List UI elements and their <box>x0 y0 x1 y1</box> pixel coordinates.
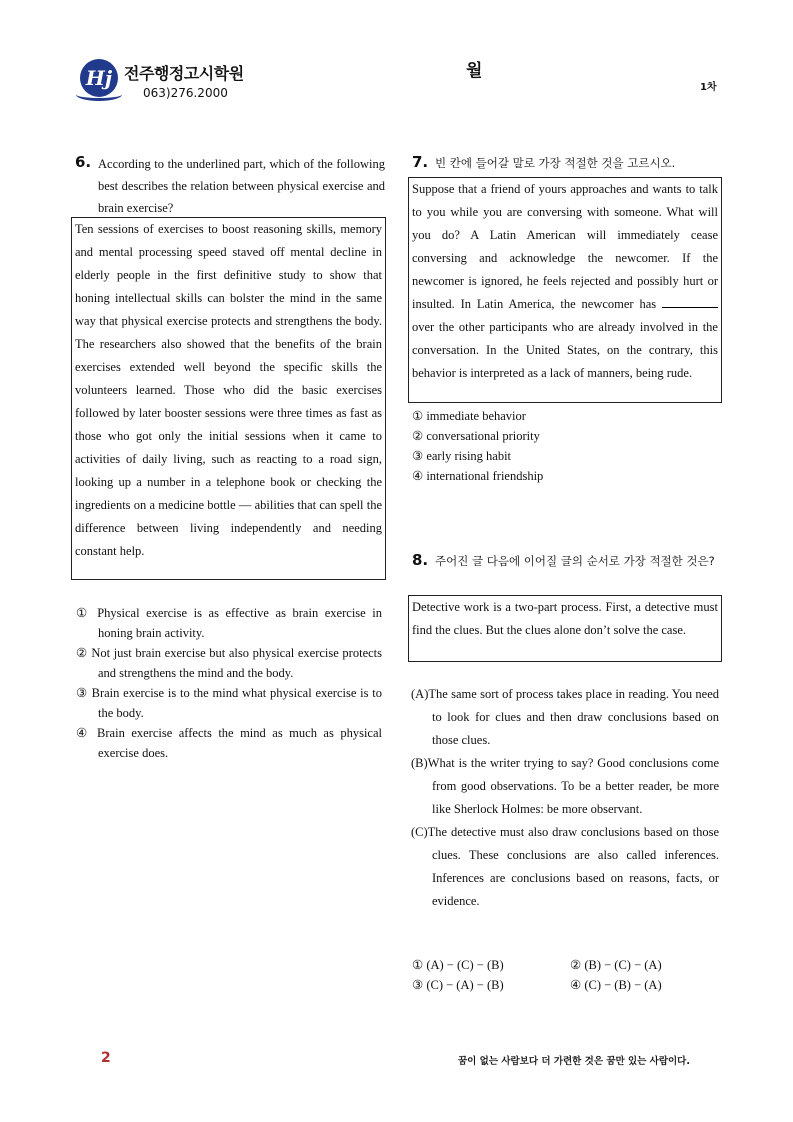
question-prompt: 주어진 글 다음에 이어질 글의 순서로 가장 적절한 것은? <box>435 554 715 568</box>
footer-motto: 꿈이 없는 사람보다 더 가련한 것은 꿈만 있는 사람이다. <box>458 1056 690 1067</box>
paragraph-a: (A)The same sort of process takes place in reading. You need to look for clues and then draw conclusions based on those clues. <box>411 687 719 747</box>
q7-options <box>412 406 712 486</box>
option-3[interactable]: ③ Brain exercise is to the mind what physical exercise is to the body. <box>76 686 382 720</box>
academy-phone: 063)276.2000 <box>143 86 228 100</box>
passage-text: over the other participants who are already involved in the conversation. In the United States, on the contrary, this behavior is interpreted as a lack of manners, being rude. <box>412 320 718 380</box>
q8-options <box>412 955 722 995</box>
month-label: 월 <box>466 61 483 81</box>
paragraph-c: (C)The detective must also draw conclusions based on those clues. These conclusions are also called inferences. Inferences are conclusions based on reasons, facts, or evidence. <box>411 825 719 908</box>
question-number: 6. <box>75 153 92 171</box>
question-prompt: 빈 칸에 들어갈 말로 가장 적절한 것을 고르시오. <box>435 156 676 170</box>
option-2[interactable]: ② Not just brain exercise but also physical exercise protects and strengthens the mind and the body. <box>76 646 382 680</box>
round-label: 1차 <box>700 82 717 93</box>
option-1[interactable]: ① immediate behavior <box>412 409 526 423</box>
option-3[interactable]: ③ early rising habit <box>412 449 512 463</box>
option-1[interactable]: ① (A) − (C) − (B) <box>412 958 504 972</box>
answer-blank <box>662 295 718 308</box>
paragraph-b: (B)What is the writer trying to say? Good conclusions come from good observations. To be a better reader, be more like Sherlock Holmes: be more observant. <box>411 756 719 816</box>
q6-options <box>76 603 382 763</box>
option-4[interactable]: ④ Brain exercise affects the mind as much as physical exercise does. <box>76 726 382 760</box>
question-number: 8. <box>412 551 429 569</box>
academy-name: 전주행정고시학원 <box>124 64 244 83</box>
academy-logo: Hj <box>80 59 118 97</box>
question-prompt: According to the underlined part, which of the following best describes the relation between physical exercise and brain exercise? <box>98 157 385 215</box>
question-8 <box>412 549 722 573</box>
passage-text: Suppose that a friend of yours approaches and wants to talk to you while you are conversing with someone. What will you do? A Latin American will immediately cease conversing and acknowledge the newcomer. If the newcomer is ignored, he feels rejected and possibly hurt or insulted. In Latin America, the newcomer has <box>412 182 718 311</box>
q7-passage-box <box>408 177 722 403</box>
page-number: 2 <box>101 1050 111 1066</box>
option-2[interactable]: ② conversational priority <box>412 429 540 443</box>
option-4[interactable]: ④ (C) − (B) − (A) <box>570 978 662 992</box>
q8-passage-box: Detective work is a two-part process. First, a detective must find the clues. But the clues alone don’t solve the case. <box>408 595 722 662</box>
option-1[interactable]: ① Physical exercise is as effective as brain exercise in honing brain activity. <box>76 606 382 640</box>
q8-paragraphs <box>411 683 719 913</box>
question-number: 7. <box>412 153 429 171</box>
option-4[interactable]: ④ international friendship <box>412 469 544 483</box>
option-3[interactable]: ③ (C) − (A) − (B) <box>412 978 504 992</box>
option-2[interactable]: ② (B) − (C) − (A) <box>570 958 662 972</box>
question-7 <box>412 153 722 171</box>
q6-passage-box: Ten sessions of exercises to boost reasoning skills, memory and mental processing speed staved off mental decline in elderly people in the first definitive study to show that honing intellectual skills can bolster the mind in the same way that physical exercise protects and strengthens the body. The researchers also showed that the benefits of the brain exercises extended well beyond the specific skills the volunteers learned. Those who did the basic exercises followed by later booster sessions were three times as fast as those who got only the initial sessions when it came to activities of daily living, such as reacting to a road sign, looking up a number in a telephone book or checking the ingredients on a medicine bottle — abilities that can spell the difference between living independently and needing constant help. <box>71 217 386 580</box>
question-6 <box>75 153 385 219</box>
logo-swoosh-icon <box>76 88 122 101</box>
